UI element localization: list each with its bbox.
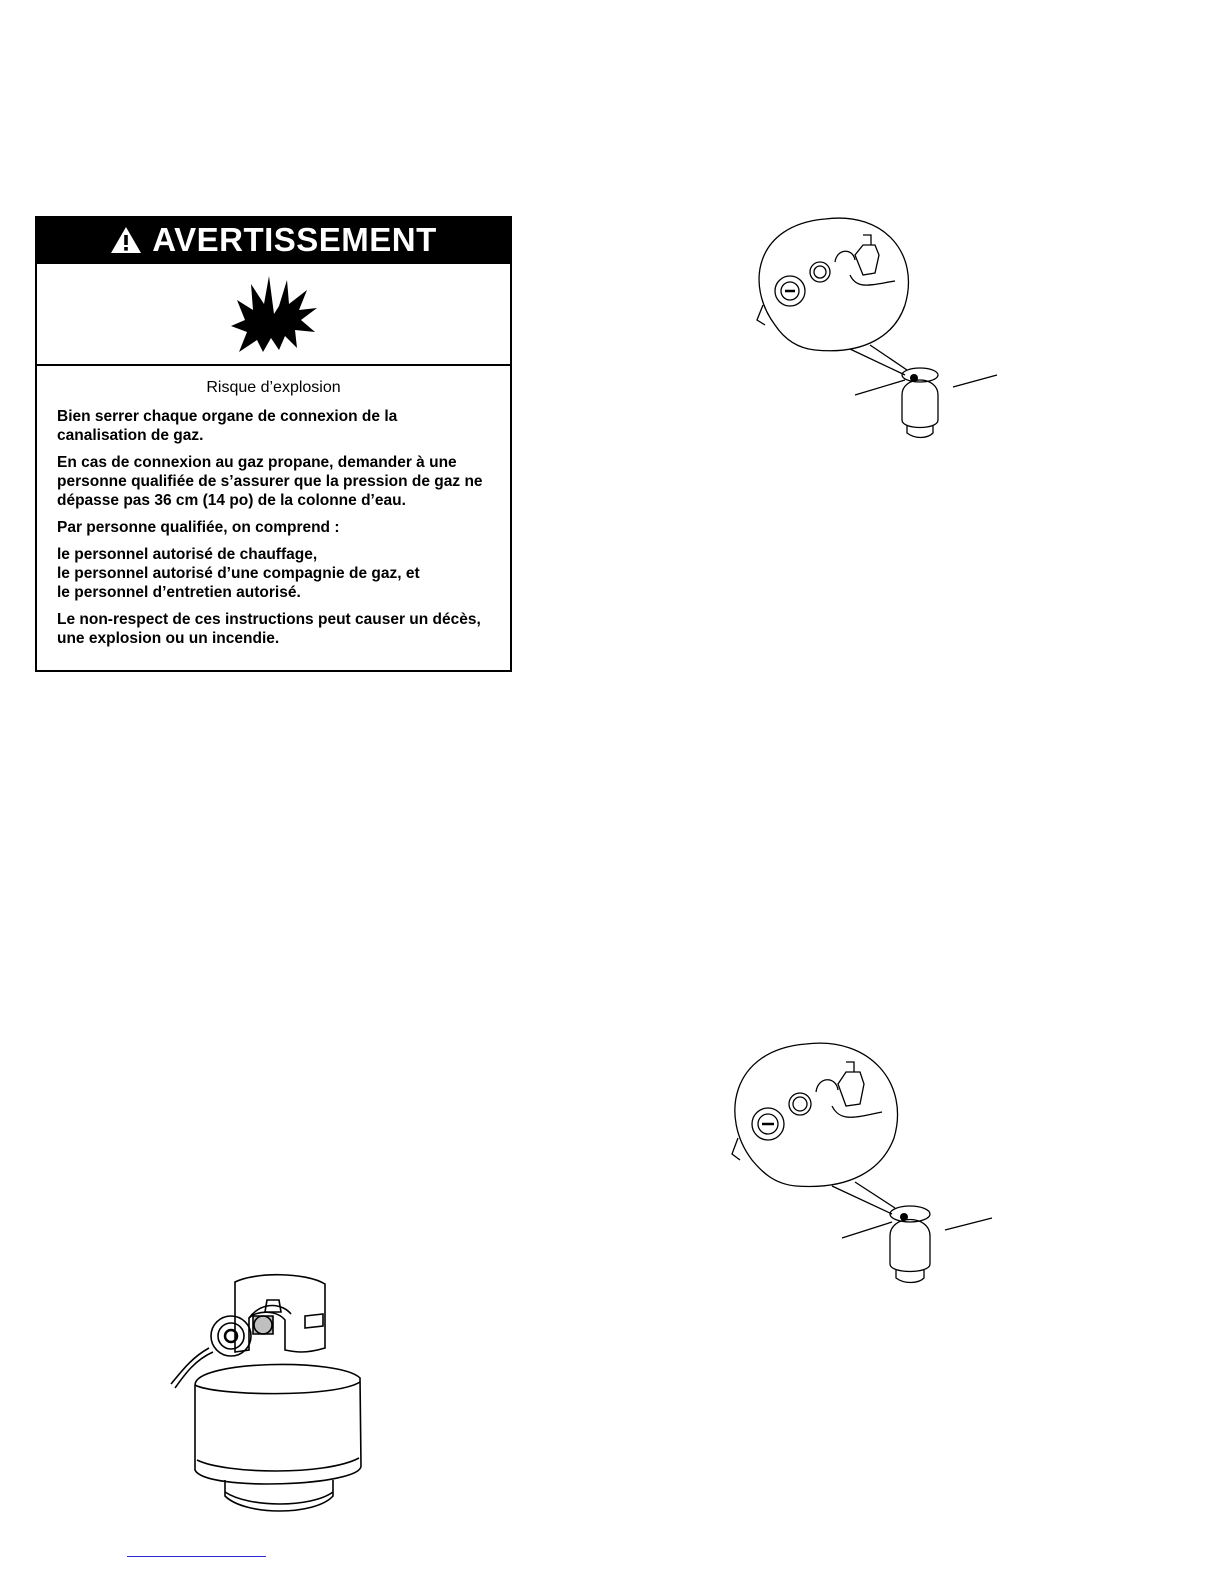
qualified-persons-list: [57, 545, 490, 602]
tank-connection-illustration-top: [745, 215, 1005, 440]
warning-header: [37, 218, 510, 262]
warning-paragraph-2: En cas de connexion au gaz propane, demander à une personne qualifiée de s’assurer que la pression de gaz ne dépasse pas 36 cm (14 po) de la colonne d’eau.: [57, 454, 483, 509]
list-line-1: le personnel autorisé de chauffage,: [57, 546, 318, 563]
warning-triangle-icon: [110, 226, 142, 254]
warning-title: AVERTISSEMENT: [152, 221, 437, 258]
warning-box: [35, 216, 512, 672]
warning-body: [37, 366, 510, 648]
warning-paragraph-1: Bien serrer chaque organe de connexion de la canalisation de gaz.: [57, 408, 398, 444]
tank-connection-illustration-bottom: [720, 1040, 1000, 1285]
propane-tank-illustration: [165, 1270, 370, 1520]
risk-title: Risque d’explosion: [206, 379, 341, 396]
explosion-icon: [229, 274, 319, 354]
list-line-2: le personnel autorisé d’une compagnie de gaz, et: [57, 565, 420, 582]
hazard-symbol-box: [37, 262, 510, 366]
footer-link-line: [127, 1556, 266, 1557]
warning-paragraph-3: Par personne qualifiée, on comprend :: [57, 519, 340, 536]
list-line-3: le personnel d’entretien autorisé.: [57, 584, 301, 601]
warning-paragraph-4: Le non-respect de ces instructions peut causer un décès, une explosion ou un incendie.: [57, 611, 481, 647]
